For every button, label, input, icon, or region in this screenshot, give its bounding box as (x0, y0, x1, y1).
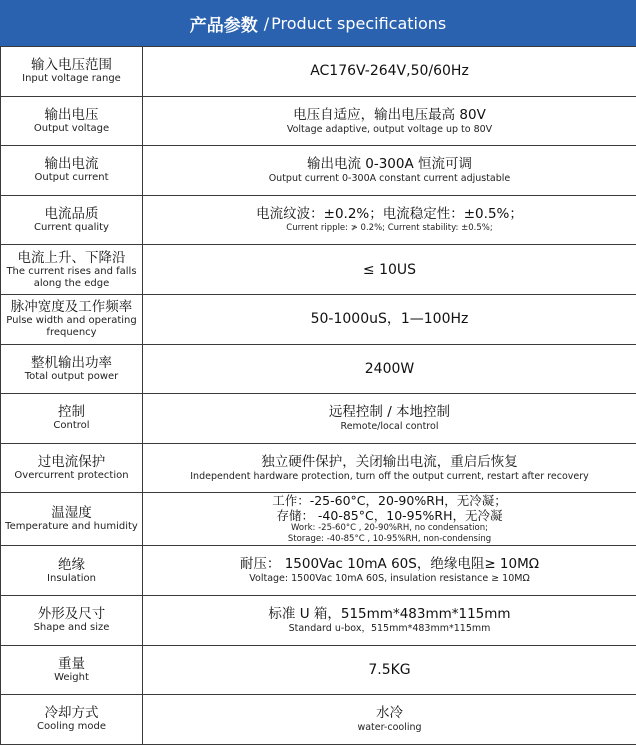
spec-row-output-voltage (1, 96, 636, 146)
spec-label-en: Control (53, 420, 90, 432)
spec-label-cn: 冷却方式 (44, 705, 99, 722)
spec-label-cell (1, 394, 143, 444)
spec-row-output-power (1, 344, 636, 394)
spec-row-output-current (1, 146, 636, 196)
spec-value-cn: 远程控制 / 本地控制 (328, 404, 451, 421)
spec-value-cell (143, 394, 636, 444)
spec-label-cell (1, 546, 143, 596)
spec-row-control (1, 394, 636, 444)
spec-value-cell (143, 546, 636, 596)
spec-value-cn: 独立硬件保护，关闭输出电流，重启后恢复 (261, 453, 518, 470)
spec-label-cell (1, 245, 143, 295)
header-title-cn: 产品参数 (189, 15, 258, 36)
spec-header (0, 0, 636, 46)
spec-label-cn: 脉冲宽度及工作频率 (10, 299, 133, 316)
spec-value-en: Independent hardware protection, turn off the output current, restart after recovery (190, 470, 589, 482)
spec-value-cell (143, 146, 636, 196)
spec-value-en: Output current 0-300A constant current adjustable (268, 173, 511, 185)
spec-value-cell (143, 47, 636, 97)
spec-label-cn: 输出电流 (44, 156, 99, 173)
spec-label-cell (1, 645, 143, 695)
temp-storage-cn: 存储： -40-85°C，10-95%RH，无冷凝 (276, 508, 503, 524)
spec-label-en: Overcurrent protection (14, 470, 129, 482)
spec-value-cn: ≤ 10US (362, 261, 417, 278)
spec-value-cell (143, 695, 636, 745)
spec-label-cn: 电流上升、下降沿 (17, 249, 126, 266)
spec-row-current-edge (1, 245, 636, 295)
spec-label-cell (1, 195, 143, 245)
spec-label-en: Input voltage range (22, 73, 121, 85)
spec-label-en: Total output power (24, 370, 119, 382)
spec-row-insulation (1, 546, 636, 596)
spec-value-en: Remote/local control (340, 421, 439, 433)
spec-value-cell (143, 245, 636, 295)
header-separator: / (263, 13, 270, 33)
spec-label-cell (1, 47, 143, 97)
spec-label-cell (1, 595, 143, 645)
spec-label-en: The current rises and falls along the edge (6, 265, 137, 289)
spec-value-cn: 7.5KG (368, 661, 411, 678)
spec-label-cell (1, 493, 143, 546)
spec-label-en: Output current (34, 172, 109, 184)
spec-value-cn: 电流纹波：±0.2%；电流稳定性：±0.5%； (256, 206, 523, 223)
spec-value-cell (143, 493, 636, 546)
spec-label-cn: 重量 (58, 655, 85, 672)
spec-label-cell (1, 344, 143, 394)
spec-row-shape-size (1, 595, 636, 645)
spec-row-pulse-width (1, 294, 636, 344)
spec-row-cooling (1, 695, 636, 745)
header-title-en: Product specifications (271, 13, 447, 33)
spec-label-cn: 电流品质 (44, 206, 99, 223)
spec-value-cell (143, 294, 636, 344)
spec-value-en: Voltage: 1500Vac 10mA 60S, insulation resistance ≥ 10MΩ (249, 573, 530, 585)
spec-value-cn: 标准 U 箱，515mm*483mm*115mm (268, 605, 511, 622)
spec-label-en: Output voltage (33, 122, 110, 134)
spec-row-temperature-humidity (1, 493, 636, 546)
spec-value-cn: 电压自适应，输出电压最高 80V (293, 106, 486, 123)
spec-value-en: Voltage adaptive, output voltage up to 80V (286, 123, 493, 135)
spec-label-en: Cooling mode (37, 721, 106, 733)
spec-label-cell (1, 96, 143, 146)
spec-label-cell (1, 146, 143, 196)
spec-row-current-quality (1, 195, 636, 245)
spec-value-cn: 输出电流 0-300A 恒流可调 (306, 156, 473, 173)
spec-label-cn: 温湿度 (51, 505, 92, 522)
spec-label-en: Current quality (34, 222, 109, 234)
spec-label-cn: 整机输出功率 (31, 354, 112, 371)
spec-value-cell (143, 96, 636, 146)
spec-value-cn: 50-1000uS，1—100Hz (310, 311, 469, 328)
temp-storage-en: Storage: -40-85°C , 10-95%RH, non-condensing (287, 534, 492, 545)
spec-label-en: Temperature and humidity (5, 521, 138, 533)
spec-table (0, 46, 636, 745)
spec-label-en: Weight (54, 671, 89, 683)
spec-value-cn: 水冷 (376, 705, 403, 722)
spec-row-input-voltage (1, 47, 636, 97)
spec-label-cn: 过电流保护 (37, 454, 106, 471)
spec-value-cell (143, 645, 636, 695)
spec-row-overcurrent (1, 443, 636, 493)
spec-value-cell (143, 195, 636, 245)
spec-value-cn: 耐压： 1500Vac 10mA 60S，绝缘电阻≥ 10MΩ (239, 556, 540, 573)
spec-value-en: Current ripple: ≯ 0.2%; Current stability: ±0.5%; (286, 223, 493, 234)
spec-value-cell (143, 344, 636, 394)
spec-value-cell (143, 595, 636, 645)
spec-label-cell (1, 443, 143, 493)
spec-value-cn: 2400W (364, 360, 415, 377)
spec-row-weight (1, 645, 636, 695)
spec-label-cell (1, 695, 143, 745)
spec-label-en: Insulation (47, 572, 96, 584)
spec-label-cn: 控制 (58, 404, 85, 421)
spec-value-en: water-cooling (357, 722, 422, 734)
spec-label-cn: 绝缘 (58, 556, 85, 573)
spec-label-cell (1, 294, 143, 344)
spec-label-en: Shape and size (33, 622, 110, 634)
spec-value-en: Standard u-box，515mm*483mm*115mm (288, 622, 491, 634)
spec-label-en: Pulse width and operating frequency (6, 315, 137, 339)
spec-label-cn: 输出电压 (44, 106, 99, 123)
temp-work-en: Work: -25-60°C , 20-90%RH, no condensation; (291, 523, 488, 534)
spec-label-cn: 输入电压范围 (31, 57, 112, 74)
spec-label-cn: 外形及尺寸 (37, 606, 106, 623)
spec-value-cn: AC176V-264V,50/60Hz (310, 63, 469, 80)
spec-value-cell (143, 443, 636, 493)
temp-work-cn: 工作：-25-60°C，20-90%RH，无冷凝； (272, 493, 507, 509)
